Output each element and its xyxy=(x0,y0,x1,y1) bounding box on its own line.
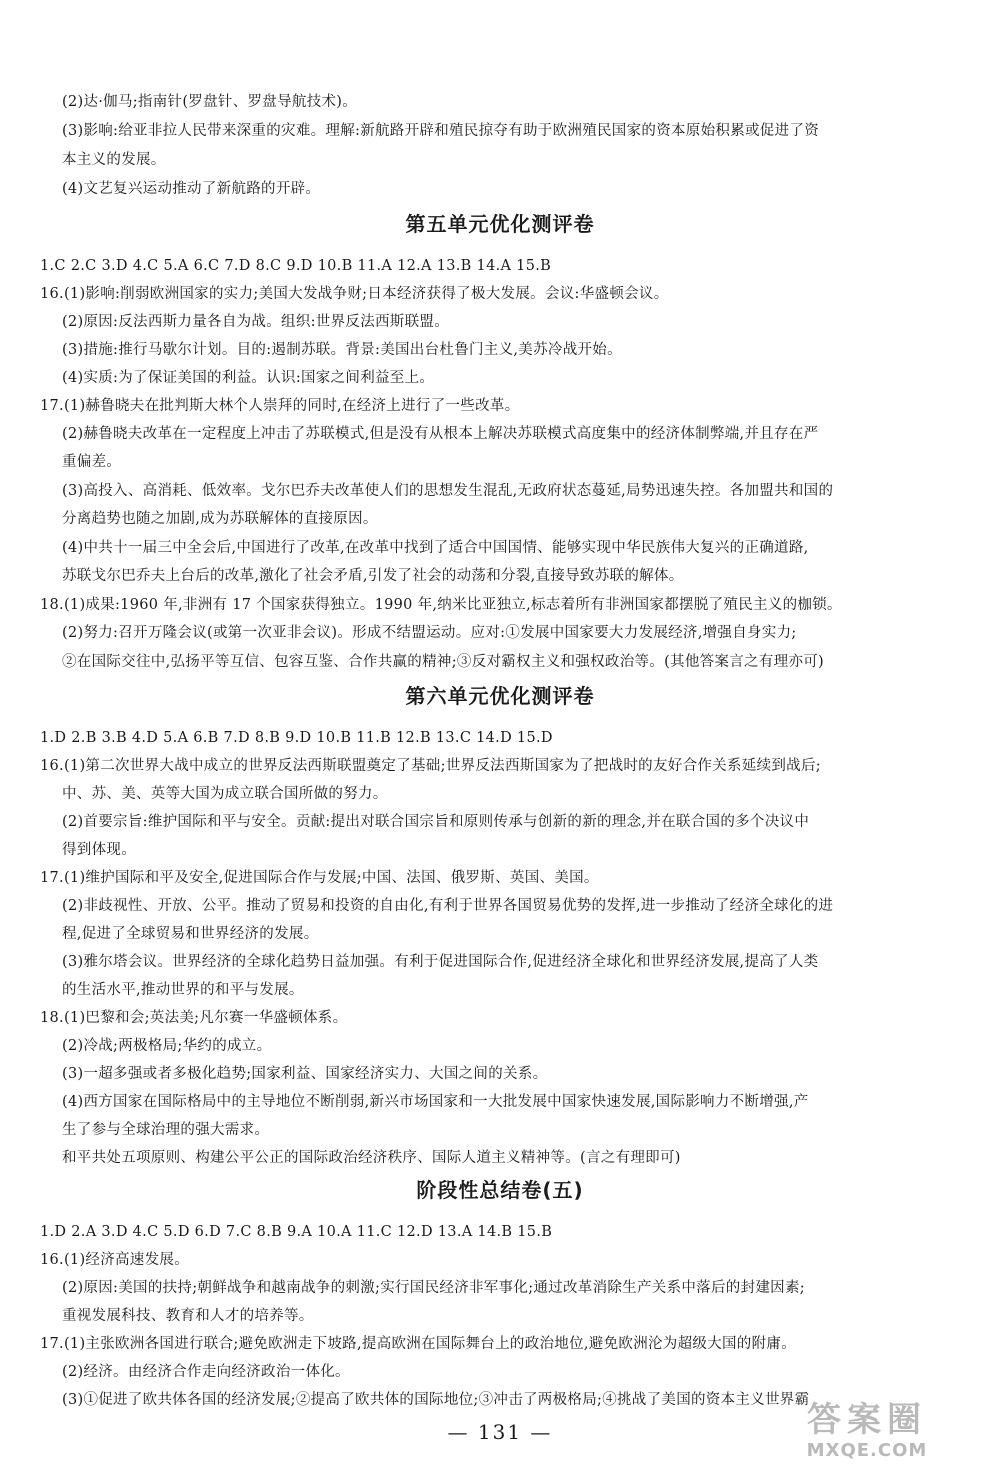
text-line: 16.(1)第二次世界大战中成立的世界反法西斯联盟奠定了基础;世界反法西斯国家为了把战时的友好合作关系延续到战后; xyxy=(40,758,821,774)
text-line: 中、苏、美、英等大国为成立联合国所做的努力。 xyxy=(62,786,388,802)
section-title: 阶段性总结卷(五) xyxy=(416,1178,584,1202)
text-line: 本主义的发展。 xyxy=(62,152,166,168)
text-line: 分离趋势也随之加剧,成为苏联解体的直接原因。 xyxy=(62,511,378,527)
text-line: (3)高投入、高消耗、低效率。戈尔巴乔夫改革使人们的思想发生混乱,无政府状态蔓延,局势迅速失控。各加盟共和国的 xyxy=(62,483,834,499)
text-line: 16.(1)经济高速发展。 xyxy=(40,1252,189,1268)
watermark-logo xyxy=(762,1400,972,1468)
text-line: 17.(1)维护国际和平及安全,促进国际合作与发展;中国、法国、俄罗斯、英国、美国。 xyxy=(40,870,599,886)
text-line: 17.(1)主张欧洲各国进行联合;避免欧洲走下坡路,提高欧洲在国际舞台上的政治地位,避免欧洲沦为超级大国的附庸。 xyxy=(40,1336,796,1352)
text-line: 重视发展科技、教育和人才的培养等。 xyxy=(62,1308,314,1324)
section-title: 第六单元优化测评卷 xyxy=(405,684,595,708)
text-line: (4)实质:为了保证美国的利益。认识:国家之间利益至上。 xyxy=(62,370,435,386)
text-line: (3)措施:推行马歇尔计划。目的:遏制苏联。背景:美国出台杜鲁门主义,美苏冷战开始。 xyxy=(62,342,622,358)
text-line: 18.(1)成果:1960 年,非洲有 17 个国家获得独立。1990 年,纳米比亚独立,标志着所有非洲国家都摆脱了殖民主义的枷锁。 xyxy=(40,597,842,613)
text-line: (4)西方国家在国际格局中的主导地位不断削弱,新兴市场国家和一大批发展中国家快速发展,国际影响力不断增强,产 xyxy=(62,1094,809,1110)
text-line: 苏联戈尔巴乔夫上台后的改革,激化了社会矛盾,引发了社会的动荡和分裂,直接导致苏联的解体。 xyxy=(62,568,684,584)
text-line: 18.(1)巴黎和会;英法美;凡尔赛一华盛顿体系。 xyxy=(40,1010,348,1026)
text-line: 16.(1)影响:削弱欧洲国家的实力;美国大发战争财;日本经济获得了极大发展。会议:华盛顿会议。 xyxy=(40,286,669,302)
section-title: 第五单元优化测评卷 xyxy=(405,212,595,236)
text-line: (2)努力:召开万隆会议(或第一次亚非会议)。形成不结盟运动。应对:①发展中国家要大力发展经济,增强自身实力; xyxy=(62,625,797,641)
text-line: (2)赫鲁晓夫改革在一定程度上冲击了苏联模式,但是没有从根本上解决苏联模式高度集中的经济体制弊端,并且存在严 xyxy=(62,426,819,442)
answer-key-line: 1.D 2.B 3.B 4.D 5.A 6.B 7.D 8.B 9.D 10.B 11.B 12.B 13.C 14.D 15.D xyxy=(40,730,553,746)
watermark-url: MXQE.COM xyxy=(806,1440,928,1461)
text-line: 和平共处五项原则、构建公平公正的国际政治经济秩序、国际人道主义精神等。(言之有理即可) xyxy=(62,1150,681,1166)
text-line: (2)冷战;两极格局;华约的成立。 xyxy=(62,1038,272,1054)
text-line: (2)经济。由经济合作走向经济政治一体化。 xyxy=(62,1364,350,1380)
text-line: (3)一超多强或者多极化趋势;国家利益、国家经济实力、大国之间的关系。 xyxy=(62,1066,548,1082)
watermark-text: 答案圈 xyxy=(807,1400,927,1440)
text-line: 17.(1)赫鲁晓夫在批判斯大林个人崇拜的同时,在经济上进行了一些改革。 xyxy=(40,398,520,414)
text-line: (4)文艺复兴运动推动了新航路的开辟。 xyxy=(62,181,321,197)
text-line: (2)达·伽马;指南针(罗盘针、罗盘导航技术)。 xyxy=(62,94,358,110)
text-line: (2)原因:美国的扶持;朝鲜战争和越南战争的刺激;实行国民经济非军事化;通过改革消除生产关系中落后的封建因素; xyxy=(62,1280,805,1296)
text-line: 的生活水平,推动世界的和平与发展。 xyxy=(62,982,304,998)
answer-key-line: 1.C 2.C 3.D 4.C 5.A 6.C 7.D 8.C 9.D 10.B 11.A 12.A 13.B 14.A 15.B xyxy=(40,258,552,274)
text-line: (2)非歧视性、开放、公平。推动了贸易和投资的自由化,有利于世界各国贸易优势的发挥,进一步推动了经济全球化的进 xyxy=(62,898,834,914)
text-line: 重偏差。 xyxy=(62,454,122,470)
text-line: (2)首要宗旨:维护国际和平与安全。贡献:提出对联合国宗旨和原则传承与创新的新的理念,并在联合国的多个决议中 xyxy=(62,814,810,830)
text-line: (3)①促进了欧共体各国的经济发展;②提高了欧共体的国际地位;③冲击了两极格局;④挑战了美国的资本主义世界霸 xyxy=(62,1392,810,1408)
text-line: ②在国际交往中,弘扬平等互信、包容互鉴、合作共赢的精神;③反对霸权主义和强权政治等。(其他答案言之有理亦可) xyxy=(62,654,825,670)
text-line: 得到体现。 xyxy=(62,842,136,858)
text-line: (3)雅尔塔会议。世界经济的全球化趋势日益加强。有利于促进国际合作,促进经济全球化和世界经济发展,提高了人类 xyxy=(62,954,819,970)
page-number: — 131 — xyxy=(447,1420,553,1444)
text-line: (4)中共十一届三中全会后,中国进行了改革,在改革中找到了适合中国国情、能够实现中华民族伟大复兴的正确道路, xyxy=(62,540,809,556)
text-line: (3)影响:给亚非拉人民带来深重的灾难。理解:新航路开辟和殖民掠夺有助于欧洲殖民国家的资本原始积累或促进了资 xyxy=(62,123,820,139)
text-line: (2)原因:反法西斯力量各自为战。组织:世界反法西斯联盟。 xyxy=(62,314,450,330)
answer-key-line: 1.D 2.A 3.D 4.C 5.D 6.D 7.C 8.B 9.A 10.A 11.C 12.D 13.A 14.B 15.B xyxy=(40,1224,553,1240)
text-line: 程,促进了全球贸易和世界经济的发展。 xyxy=(62,926,319,942)
text-line: 生了参与全球治理的强大需求。 xyxy=(62,1122,270,1138)
